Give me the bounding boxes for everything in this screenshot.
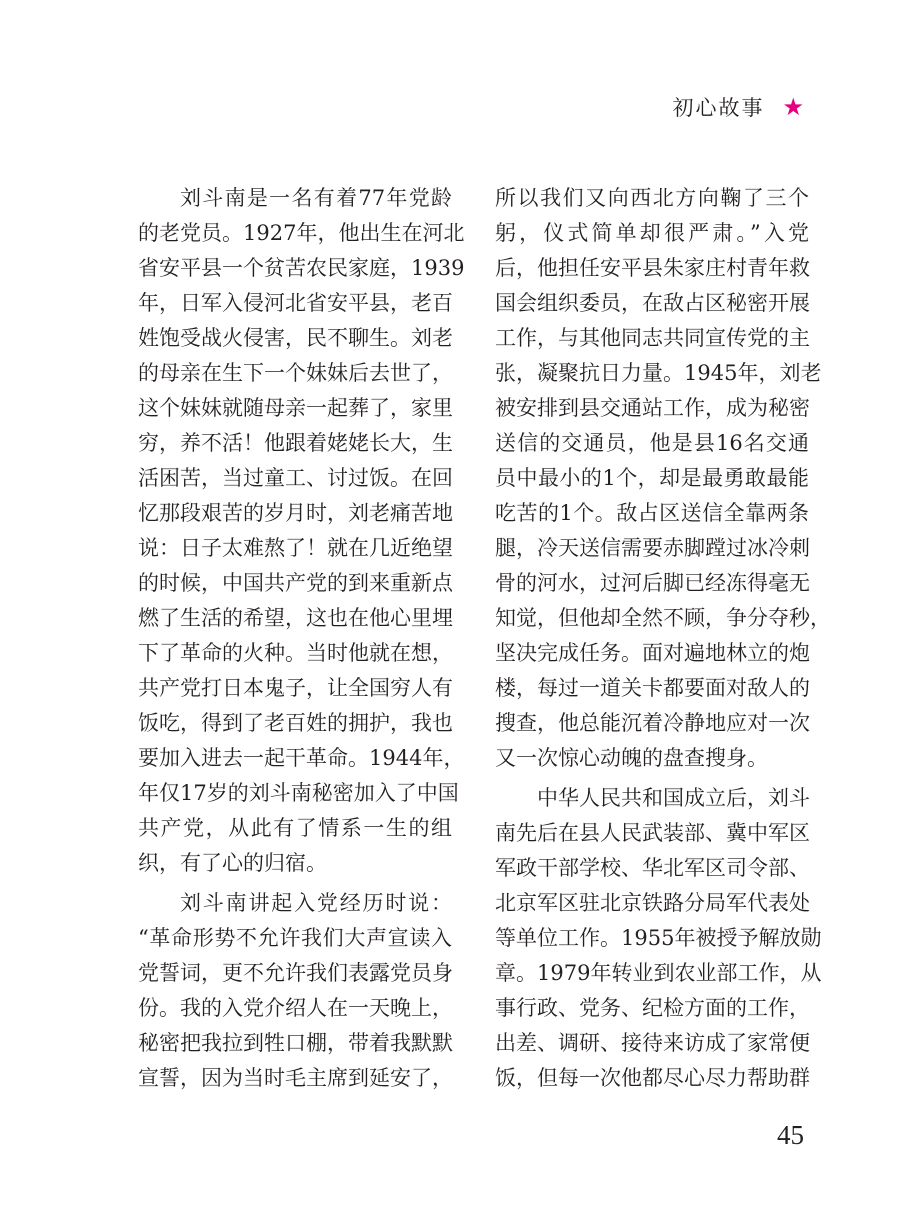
text-line: 要加入进去一起干革命。1944年， (138, 746, 465, 770)
text-line: 中华人民共和国成立后，刘斗 (537, 786, 810, 810)
text-line: 刘斗南讲起入党经历时说： (180, 891, 452, 915)
text-line: 的时候，中国共产党的到来重新点 (138, 571, 453, 595)
text-line: 共产党打日本鬼子，让全国穷人有 (138, 676, 453, 700)
text-line: 搜查，他总能沉着冷静地应对一次 (495, 711, 810, 735)
text-line: 宣誓，因为当时毛主席到延安了， (138, 1066, 453, 1090)
text-line: 出差、调研、接待来访成了家常便 (495, 1031, 810, 1055)
text-line: 北京军区驻北京铁路分局军代表处 (495, 891, 810, 915)
text-line: 活困苦，当过童工、讨过饭。在回 (138, 466, 453, 490)
text-line: 秘密把我拉到牲口棚，带着我默默 (138, 1031, 453, 1055)
text-line: 南先后在县人民武装部、冀中军区 (495, 821, 810, 845)
text-line: 后，他担任安平县朱家庄村青年救 (495, 256, 810, 280)
star-icon: ★ (782, 93, 804, 121)
left-text-column (138, 181, 465, 1096)
text-line: 份。我的入党介绍人在一天晚上， (138, 996, 453, 1020)
text-line: 的母亲在生下一个妹妹后去世了， (138, 361, 453, 385)
text-line: 说：日子太难熬了！就在几近绝望 (138, 536, 453, 560)
text-line: 所以我们又向西北方向鞠了三个 (495, 186, 809, 210)
running-header (672, 92, 804, 122)
text-line: 国会组织委员，在敌占区秘密开展 (495, 291, 810, 315)
text-line: 等单位工作。1955年被授予解放勋 (495, 926, 822, 950)
text-line: 事行政、党务、纪检方面的工作， (495, 996, 810, 1020)
text-line: 骨的河水，过河后脚已经冻得毫无 (495, 571, 810, 595)
text-line: 下了革命的火种。当时他就在想， (138, 641, 453, 665)
text-line: 的老党员。1927年，他出生在河北 (138, 221, 465, 245)
text-line: 楼，每过一道关卡都要面对敌人的 (495, 676, 810, 700)
text-line: 织，有了心的归宿。 (138, 851, 327, 875)
text-line: 年仅17岁的刘斗南秘密加入了中国 (138, 781, 459, 805)
text-line: 刘斗南是一名有着77年党龄 (180, 186, 452, 210)
text-line: 燃了生活的希望，这也在他心里埋 (138, 606, 453, 630)
text-line: 共产党，从此有了情系一生的组 (138, 816, 452, 840)
text-line: 党誓词，更不允许我们表露党员身 (138, 961, 453, 985)
text-line: 姓饱受战火侵害，民不聊生。刘老 (138, 326, 453, 350)
text-line: 穷，养不活！他跟着姥姥长大，生 (138, 431, 453, 455)
section-title: 初心故事 (672, 96, 765, 120)
text-line: 省安平县一个贫苦农民家庭，1939 (138, 256, 465, 280)
text-line: 张，凝聚抗日力量。1945年，刘老 (495, 361, 822, 385)
text-line: 饭，但每一次他都尽心尽力帮助群 (495, 1066, 810, 1090)
text-line: 年，日军入侵河北省安平县，老百 (138, 291, 453, 315)
text-line: “革命形势不允许我们大声宣读入 (138, 926, 452, 950)
text-line: 坚决完成任务。面对遍地林立的炮 (495, 641, 810, 665)
text-line: 送信的交通员，他是县16名交通 (495, 431, 809, 455)
text-line: 忆那段艰苦的岁月时，刘老痛苦地 (138, 501, 453, 525)
text-line: 军政干部学校、华北军区司令部、 (495, 856, 810, 880)
text-line: 饭吃，得到了老百姓的拥护，我也 (138, 711, 453, 735)
page-number: 45 (777, 1120, 804, 1150)
text-line: 腿，冷天送信需要赤脚蹚过冰冷刺 (495, 536, 810, 560)
text-line: 又一次惊心动魄的盘查搜身。 (495, 746, 768, 770)
text-line: 员中最小的1个，却是最勇敢最能 (495, 466, 809, 490)
text-line: 被安排到县交通站工作，成为秘密 (495, 396, 810, 420)
text-line: 躬，仪式简单却很严肃。”入党 (495, 221, 809, 245)
right-text-column (495, 181, 831, 1096)
text-line: 知觉，但他却全然不顾，争分夺秒， (495, 606, 831, 630)
text-line: 吃苦的1个。敌占区送信全靠两条 (495, 501, 809, 525)
text-line: 这个妹妹就随母亲一起葬了，家里 (138, 396, 453, 420)
text-line: 章。1979年转业到农业部工作，从 (495, 961, 822, 985)
text-line: 工作，与其他同志共同宣传党的主 (495, 326, 810, 350)
